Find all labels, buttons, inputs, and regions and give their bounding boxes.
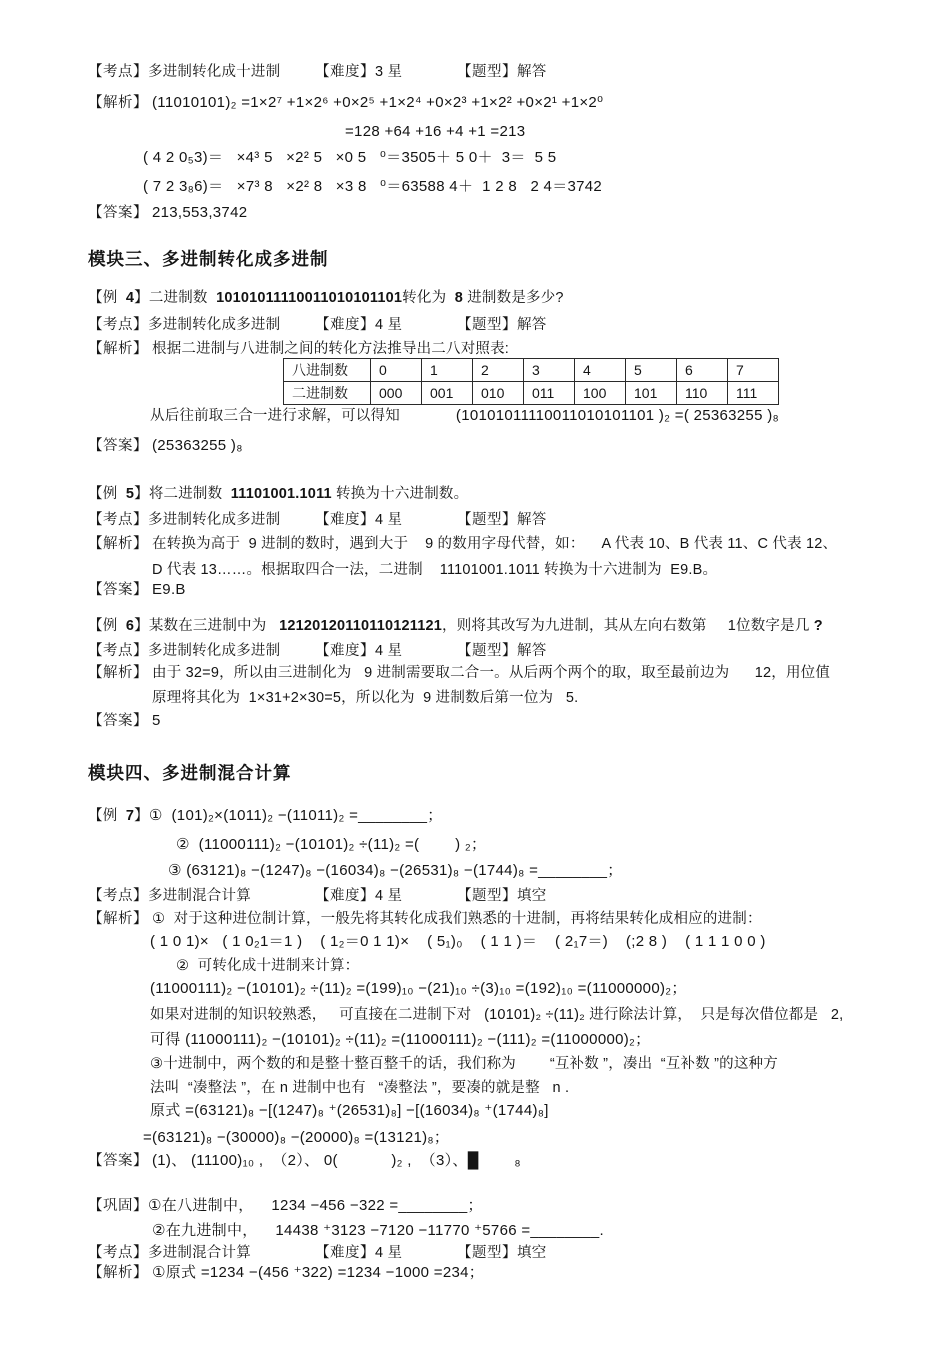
- module3-title: 模块三、多进制转化成多进制: [88, 249, 329, 269]
- jiexi-label: 【解析】: [88, 1265, 148, 1281]
- tixing-value: 填空: [517, 888, 547, 904]
- tixing-label: 【题型】: [457, 1245, 517, 1261]
- kaodian-label: 【考点】: [88, 888, 148, 904]
- tixing-label: 【题型】: [457, 643, 517, 659]
- kaodian-value: 多进制转化成十进制: [148, 64, 281, 80]
- binary-expansion-formula: (11010101)₂ =1×2⁷ +1×2⁶ +0×2⁵ +1×2⁴ +0×2³ +1×2² +0×2¹ +1×2⁰: [152, 94, 604, 111]
- table-header-binary: 二进制数: [284, 382, 371, 405]
- table-cell: 0: [371, 359, 422, 382]
- nandu-value: 4 星: [375, 888, 403, 904]
- daan-label: 【答案】: [88, 438, 148, 454]
- ex4-conclusion-line: [150, 406, 779, 426]
- ex4-conclusion-formula: (10101011110011010101101 )₂ =( 25363255 )₈: [455, 407, 780, 424]
- nandu-label: 【难度】: [315, 317, 375, 333]
- ex7-jiexi-text1: ① 对于这种进位制计算，一般先将其转化成我们熟悉的十进制，再将结果转化成相应的进制：: [152, 911, 762, 927]
- ex4-jiexi-text: 根据二进制与八进制之间的转化方法推导出二八对照表:: [152, 341, 510, 357]
- ex7-result-expression: =(63121)₈ −(30000)₈ −(20000)₈ =(13121)₈；: [143, 1129, 450, 1146]
- nandu-label: 【难度】: [315, 888, 375, 904]
- daan-label: 【答案】: [88, 582, 148, 598]
- tixing-value: 解答: [517, 317, 547, 333]
- ex4-answer-value: (25363255 )₈: [152, 437, 243, 454]
- table-row-binary: [284, 382, 779, 405]
- octal-binary-table: [283, 358, 779, 405]
- kaodian-label: 【考点】: [88, 317, 148, 333]
- ex7-jiexi-line3: 如果对进制的知识较熟悉， 可直接在二进制下对 (10101)₂ ÷(11)₂ 进行除法计算， 只是每次借位都是 2,: [150, 1007, 844, 1023]
- ex6-jiexi-line2: 原理将其化为 1×31+2×30=5，所以化为 9 进制数后第一位为 5.: [152, 690, 579, 706]
- jiexi-label: 【解析】: [88, 911, 148, 927]
- ex4-text2: 转化为: [402, 290, 455, 306]
- kaodian-value: 多进制混合计算: [148, 888, 251, 904]
- table-cell: 5: [626, 359, 677, 382]
- top-answer-line: [88, 203, 247, 223]
- ex5-answer-value: E9.B: [152, 581, 186, 598]
- kaodian-value: 多进制转化成多进制: [148, 643, 281, 659]
- ex4-label: 【例 4】: [88, 290, 149, 306]
- nandu-label: 【难度】: [315, 64, 375, 80]
- table-cell: 3: [524, 359, 575, 382]
- ex6-meta-line: [88, 641, 546, 661]
- kaodian-label: 【考点】: [88, 64, 148, 80]
- nandu-value: 4 星: [375, 317, 403, 333]
- kaodian-label: 【考点】: [88, 512, 148, 528]
- nandu-label: 【难度】: [315, 512, 375, 528]
- table-cell: 011: [524, 382, 575, 405]
- table-cell: 1: [422, 359, 473, 382]
- jiexi-label: 【解析】: [88, 665, 148, 681]
- base5-garbled-formula: ( 4 2 0₅3)＝ ×4³ 5 ×2² 5 ×0 5 ⁰＝3505＋ 5 0＋ 3＝ 5 5: [143, 149, 557, 166]
- ex7-meta-line: [88, 886, 546, 906]
- daan-label: 【答案】: [88, 1153, 148, 1169]
- ex6-answer-value: 5: [152, 712, 161, 729]
- nandu-label: 【难度】: [315, 1245, 375, 1261]
- ex7-jiexi-line1: [88, 909, 762, 929]
- nandu-value: 4 星: [375, 512, 403, 528]
- kaodian-value: 多进制转化成多进制: [148, 317, 281, 333]
- gonggu-jiexi-line: [88, 1263, 484, 1283]
- ex4-conclusion-text: 从后往前取三合一进行求解，可以得知: [150, 408, 400, 424]
- ex4-target-base: 8: [454, 290, 463, 306]
- top-jiexi-line1: [88, 93, 603, 113]
- ex6-ternary-number: 12120120110110121121: [279, 618, 443, 634]
- table-cell: 101: [626, 382, 677, 405]
- kaodian-value: 多进制转化成多进制: [148, 512, 281, 528]
- table-row-octal: [284, 359, 779, 382]
- decimal-sum-formula: =128 +64 +16 +4 +1 =213: [345, 123, 526, 140]
- table-cell: 100: [575, 382, 626, 405]
- gonggu-jiexi-value: ①原式 =1234 −(456 ⁺322) =1234 −1000 =234；: [152, 1264, 485, 1281]
- table-cell: 001: [422, 382, 473, 405]
- ex4-answer-line: [88, 436, 243, 456]
- ex6-title-line: [88, 616, 823, 636]
- nandu-value: 4 星: [375, 643, 403, 659]
- ex5-answer-line: [88, 580, 186, 600]
- ex7-title-line: [88, 806, 443, 826]
- kaodian-value: 多进制混合计算: [148, 1245, 251, 1261]
- tixing-label: 【题型】: [457, 512, 517, 528]
- ex5-binary-number: 11101001.1011: [230, 486, 332, 502]
- gonggu-meta-line: [88, 1243, 546, 1263]
- ex7-item3: ③ (63121)₈ −(1247)₈ −(16034)₈ −(26531)₈ −(1744)₈ =________；: [168, 862, 623, 879]
- kaodian-label: 【考点】: [88, 643, 148, 659]
- ex7-binary-division-formula: 可得 (11000111)₂ −(10101)₂ ÷(11)₂ =(11000111)₂ −(111)₂ =(11000000)₂；: [150, 1031, 651, 1048]
- table-cell: 000: [371, 382, 422, 405]
- table-cell: 111: [728, 382, 779, 405]
- tixing-label: 【题型】: [457, 317, 517, 333]
- tixing-label: 【题型】: [457, 64, 517, 80]
- gonggu-label: 【巩固】: [88, 1198, 148, 1214]
- daan-label: 【答案】: [88, 205, 148, 221]
- ex5-jiexi-line2: D 代表 13……。根据取四合一法，二进制 11101001.1011 转换为十六进制为 E9.B。: [152, 562, 718, 578]
- nandu-label: 【难度】: [315, 643, 375, 659]
- table-cell: 4: [575, 359, 626, 382]
- jiexi-label: 【解析】: [88, 95, 148, 111]
- gonggu-line1: [88, 1196, 483, 1216]
- ex4-binary-number: 10101011110011010101101: [216, 290, 403, 306]
- tixing-value: 解答: [517, 512, 547, 528]
- daan-label: 【答案】: [88, 713, 148, 729]
- top-meta-line: [88, 62, 546, 82]
- ex5-text2: 转换为十六进制数。: [331, 486, 469, 502]
- ex5-text1: 将二进制数: [148, 486, 231, 502]
- ex6-text3: 1位数字是几: [727, 618, 814, 634]
- ex7-jiexi-line5: 法叫 “凑整法 ”，在 n 进制中也有 “凑整法 ”，要凑的就是整 n .: [150, 1080, 570, 1096]
- ex6-question-mark: ?: [813, 618, 823, 634]
- table-cell: 110: [677, 382, 728, 405]
- ex4-text3: 进制数是多少?: [463, 290, 564, 306]
- table-cell: 6: [677, 359, 728, 382]
- ex6-jiexi-line1: [88, 663, 830, 683]
- kaodian-label: 【考点】: [88, 1245, 148, 1261]
- top-answer-value: 213,553,3742: [152, 204, 248, 221]
- ex7-item2: ② (11000111)₂ −(10101)₂ ÷(11)₂ =( ) ₂；: [176, 836, 487, 853]
- module4-title: 模块四、多进制混合计算: [88, 763, 292, 783]
- ex7-item1: ① (101)₂×(1011)₂ −(11011)₂ =________；: [148, 807, 443, 824]
- ex6-label: 【例 6】: [88, 618, 149, 634]
- ex7-label: 【例 7】: [88, 808, 149, 824]
- ex6-answer-line: [88, 711, 161, 731]
- table-cell: 7: [728, 359, 779, 382]
- tixing-value: 解答: [517, 643, 547, 659]
- ex5-label: 【例 5】: [88, 486, 149, 502]
- nandu-value: 3 星: [375, 64, 403, 80]
- table-header-octal: 八进制数: [284, 359, 371, 382]
- gonggu-item2: ②在九进制中， 14438 ⁺3123 −7120 −11770 ⁺5766 =________.: [152, 1222, 604, 1239]
- jiexi-label: 【解析】: [88, 341, 148, 357]
- ex6-text1: 某数在三进制中为: [148, 618, 280, 634]
- ex6-text2: ，则将其改写为九进制，其从左向右数第: [442, 618, 728, 634]
- ex5-meta-line: [88, 510, 546, 530]
- ex7-jiexi-line4: ③十进制中，两个数的和是整十整百整千的话，我们称为 “互补数 ”，凑出 “互补数 ”的这种方: [150, 1056, 778, 1072]
- ex4-jiexi-line: [88, 339, 509, 359]
- ex4-text1: 二进制数: [148, 290, 217, 306]
- gonggu-item1: ①在八进制中， 1234 −456 −322 =________；: [148, 1197, 483, 1214]
- ex7-answer-line: [88, 1151, 521, 1171]
- ex7-decimal-formula: (11000111)₂ −(10101)₂ ÷(11)₂ =(199)₁₀ −(21)₁₀ ÷(3)₁₀ =(192)₁₀ =(11000000)₂；: [150, 980, 687, 997]
- ex6-jiexi-text1: 由于 32=9，所以由三进制化为 9 进制需要取二合一。从后两个两个的取，取至最前边为 12，用位值: [152, 665, 831, 681]
- ex5-title-line: [88, 484, 468, 504]
- table-cell: 2: [473, 359, 524, 382]
- jiexi-label: 【解析】: [88, 536, 148, 552]
- ex7-original-expression: 原式 =(63121)₈ −[(1247)₈ ⁺(26531)₈] −[(16034)₈ ⁺(1744)₈]: [150, 1102, 549, 1119]
- ex7-jiexi-line2: ② 可转化成十进制来计算：: [176, 958, 360, 974]
- base8-garbled-formula: ( 7 2 3₈6)＝ ×7³ 8 ×2² 8 ×3 8 ⁰＝63588 4＋ 1 2 8 2 4＝3742: [143, 178, 603, 195]
- ex7-answer-value: (1)、 (11100)₁₀ , （2）、 0( )₂ , （3）、█ ₈: [152, 1152, 521, 1169]
- nandu-value: 4 星: [375, 1245, 403, 1261]
- ex4-title-line: [88, 288, 564, 308]
- tixing-value: 填空: [517, 1245, 547, 1261]
- ex7-garbled-formula: ( 1 0 1)× ( 1 0₂1＝1 ) ( 1₂＝0 1 1)× ( 5₁)₀ ( 1 1 )＝ ( 2₁7＝) (;2 8 ) ( 1 1 1 0 0 ): [150, 933, 766, 950]
- ex5-jiexi-text1: 在转换为高于 9 进制的数时，遇到大于 9 的数用字母代替，如： A 代表 10、B 代表 11、C 代表 12、: [152, 536, 838, 552]
- ex4-meta-line: [88, 315, 546, 335]
- ex5-jiexi-line1: [88, 534, 837, 554]
- tixing-label: 【题型】: [457, 888, 517, 904]
- table-cell: 010: [473, 382, 524, 405]
- tixing-value: 解答: [517, 64, 547, 80]
